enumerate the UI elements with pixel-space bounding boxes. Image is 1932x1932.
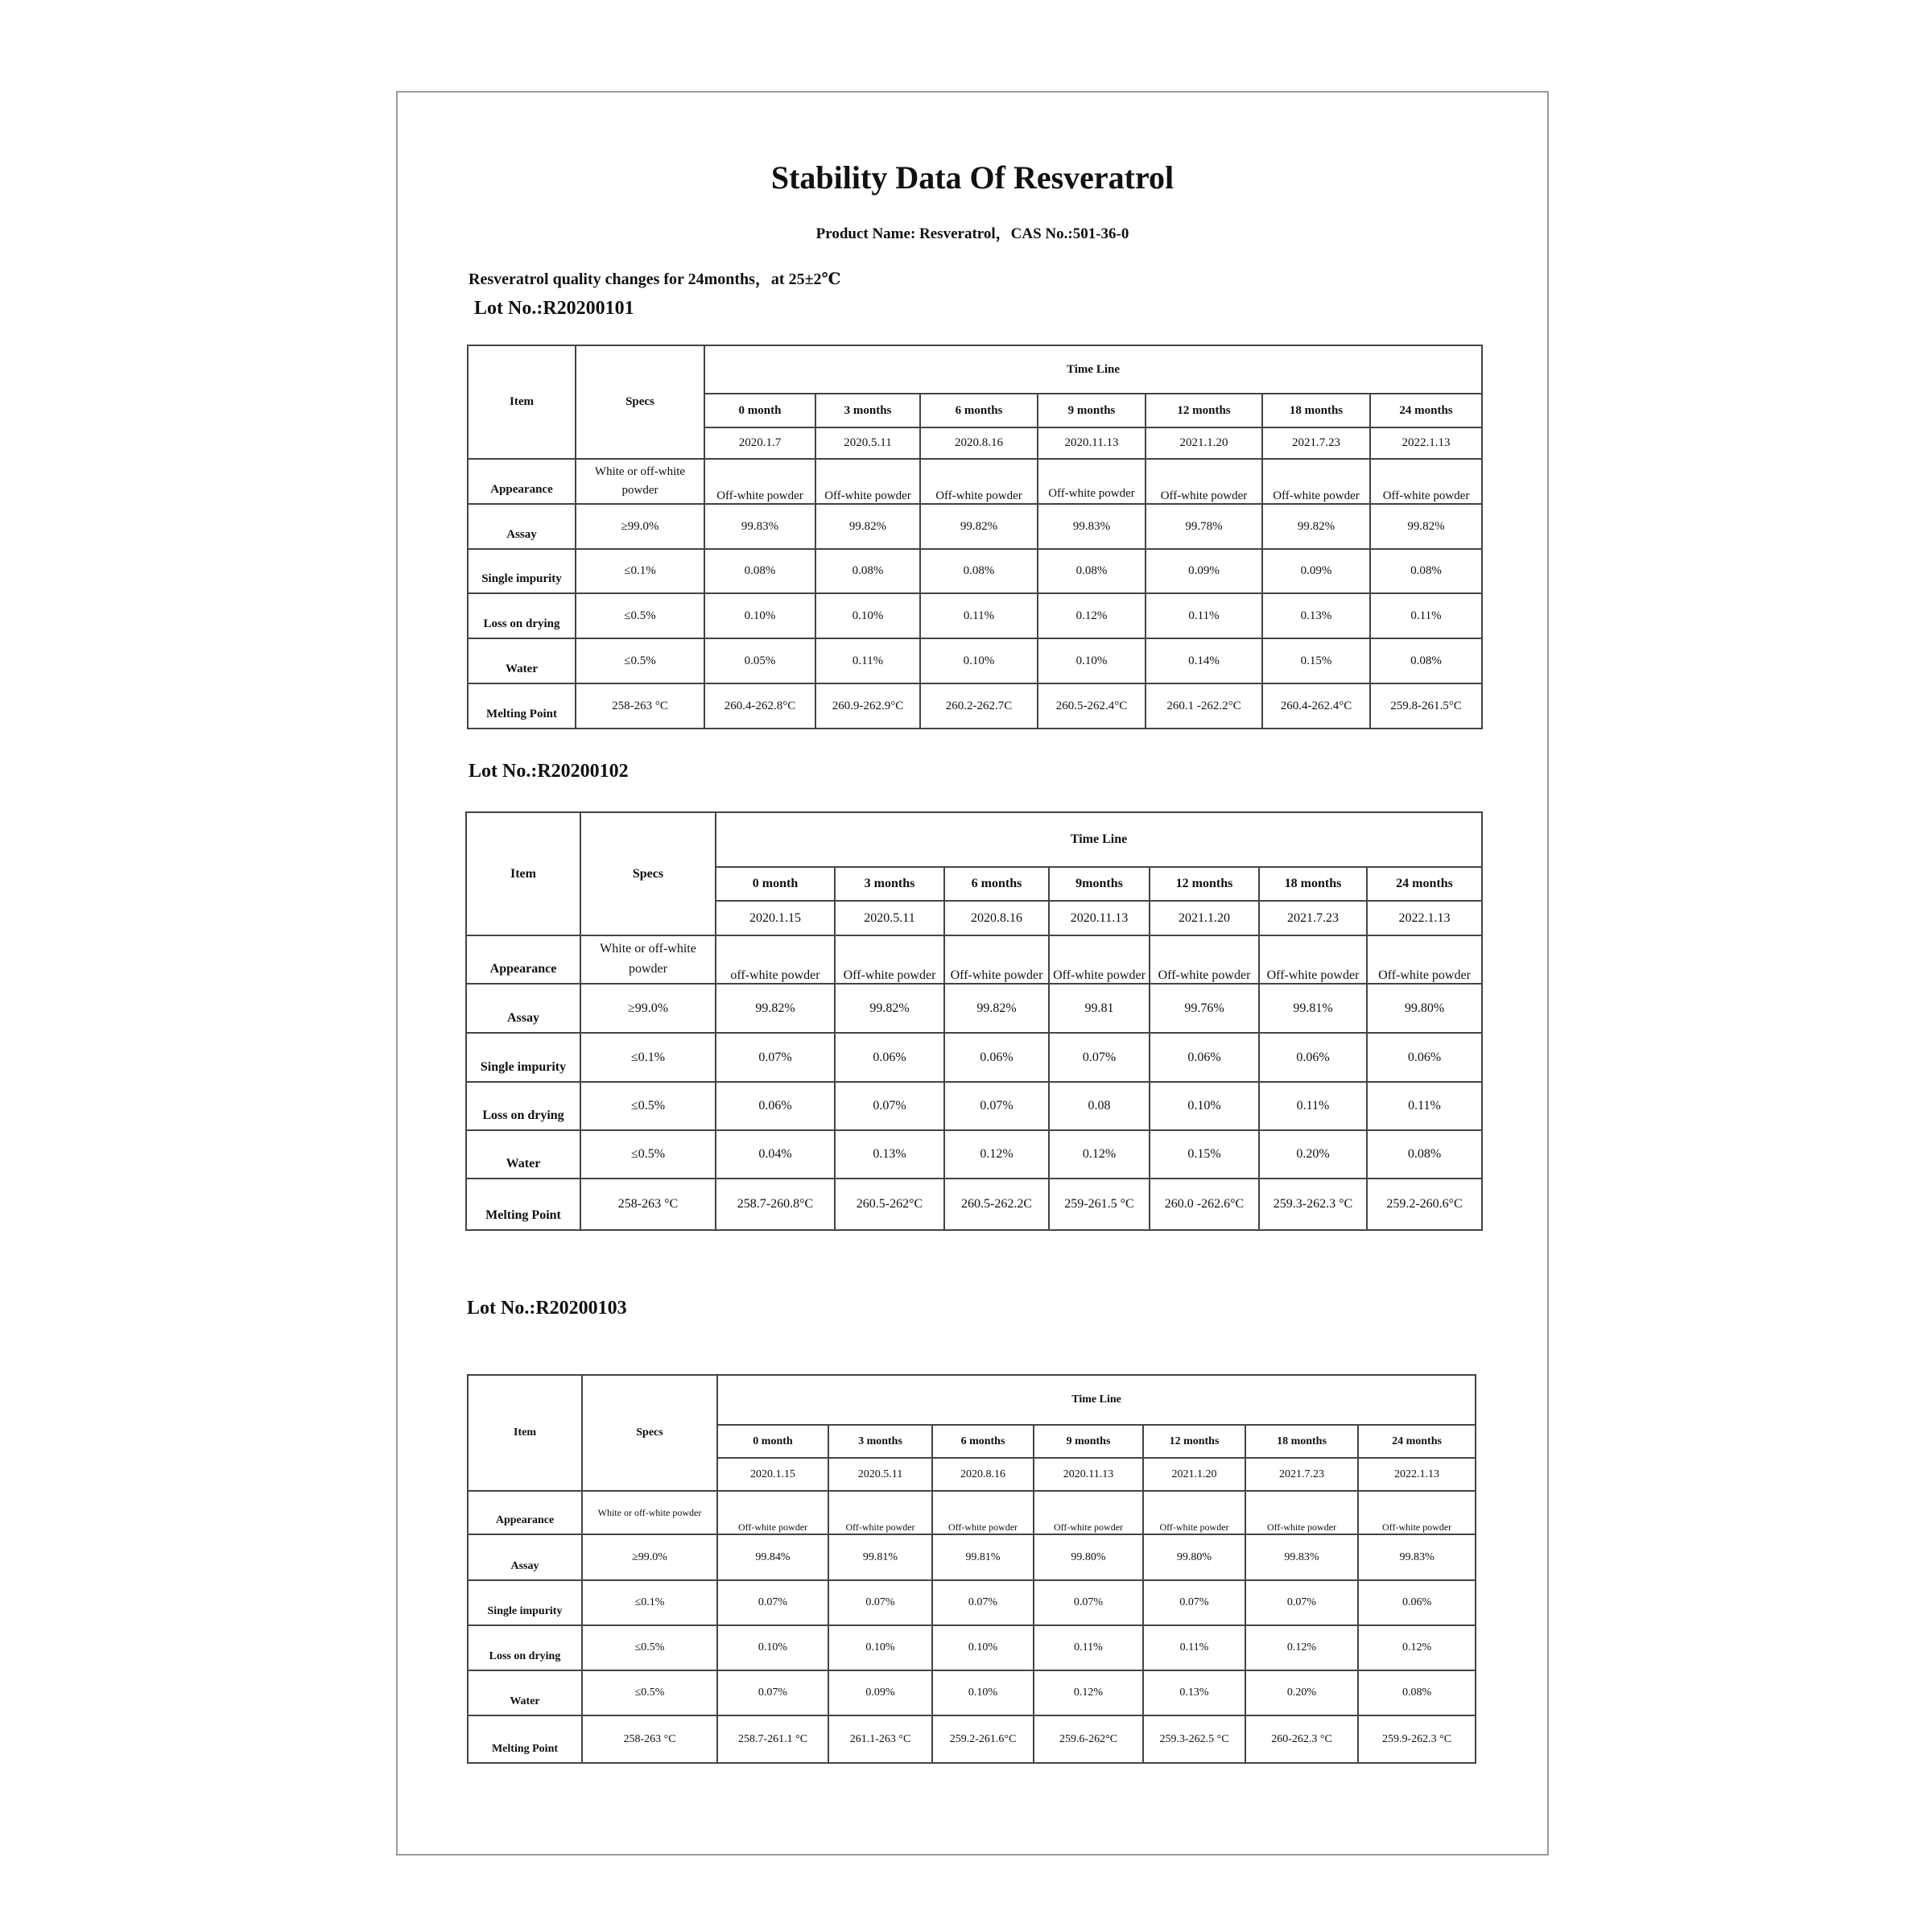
- row-item-name: Appearance: [468, 1491, 582, 1534]
- row-value: Off-white powder: [1038, 459, 1146, 504]
- row-value: 0.07%: [1245, 1580, 1358, 1625]
- table-row: [468, 549, 1482, 593]
- row-value: 0.15%: [1150, 1130, 1259, 1179]
- study-description: Resveratrol quality changes for 24months，at 25±2℃: [469, 270, 841, 288]
- header-date: 2020.11.13: [1034, 1458, 1143, 1491]
- row-item-name: Melting Point: [468, 683, 576, 729]
- row-value: 0.07%: [716, 1033, 835, 1082]
- row-value: 0.20%: [1245, 1670, 1358, 1715]
- row-value: 0.12%: [1038, 593, 1146, 638]
- row-value: Off-white powder: [835, 935, 944, 984]
- row-value: 99.82%: [944, 984, 1049, 1033]
- table-row: [468, 459, 1482, 504]
- row-value: 0.08%: [1358, 1670, 1476, 1715]
- row-item-name: Melting Point: [466, 1179, 580, 1230]
- row-item-name: Single impurity: [468, 1580, 582, 1625]
- row-spec: ≤0.5%: [576, 593, 704, 638]
- row-spec: White or off-white powder: [582, 1491, 717, 1534]
- row-item-name: Water: [468, 1670, 582, 1715]
- row-value: 99.83%: [1245, 1534, 1358, 1580]
- header-month: 3 months: [828, 1425, 932, 1458]
- row-item-name: Assay: [468, 1534, 582, 1580]
- header-date: 2020.8.16: [944, 901, 1049, 935]
- row-item-name: Loss on drying: [468, 1625, 582, 1670]
- row-value: 0.08%: [815, 549, 920, 593]
- header-month: 0 month: [704, 394, 815, 427]
- row-value: Off-white powder: [1367, 935, 1482, 984]
- row-value: Off-white powder: [1358, 1491, 1476, 1534]
- header-date: 2020.1.15: [716, 901, 835, 935]
- row-item-name: Water: [466, 1130, 580, 1179]
- header-month: 3 months: [835, 867, 944, 901]
- row-item-name: Single impurity: [468, 549, 576, 593]
- table-row: [468, 638, 1482, 683]
- row-value: 0.07%: [932, 1580, 1034, 1625]
- table-row: [466, 1130, 1482, 1179]
- header-month: 0 month: [716, 867, 835, 901]
- header-month: 24 months: [1358, 1425, 1476, 1458]
- header-month: 6 months: [944, 867, 1049, 901]
- header-item: Item: [466, 812, 580, 935]
- row-value: 0.06%: [1150, 1033, 1259, 1082]
- row-value: 0.06%: [835, 1033, 944, 1082]
- row-value: 0.12%: [1034, 1670, 1143, 1715]
- header-month: 9 months: [1034, 1425, 1143, 1458]
- row-value: 0.10%: [932, 1670, 1034, 1715]
- row-value: 260.5-262.2C: [944, 1179, 1049, 1230]
- row-value: 261.1-263 °C: [828, 1715, 932, 1763]
- row-value: 0.07%: [1143, 1580, 1245, 1625]
- row-value: 259.3-262.5 °C: [1143, 1715, 1245, 1763]
- header-month: 18 months: [1245, 1425, 1358, 1458]
- row-value: 259.9-262.3 °C: [1358, 1715, 1476, 1763]
- row-value: 0.08%: [704, 549, 815, 593]
- stability-table-lot-3: [467, 1374, 1476, 1764]
- row-value: 0.08%: [1038, 549, 1146, 593]
- table-row: [468, 593, 1482, 638]
- row-spec: ≤0.1%: [582, 1580, 717, 1625]
- table-row: [468, 1580, 1476, 1625]
- row-value: 0.10%: [815, 593, 920, 638]
- row-value: 99.80%: [1034, 1534, 1143, 1580]
- row-spec: ≤0.5%: [580, 1130, 716, 1179]
- row-value: 0.08%: [920, 549, 1038, 593]
- row-value: 259-261.5 °C: [1049, 1179, 1150, 1230]
- header-timeline: Time Line: [717, 1375, 1476, 1425]
- row-value: 258.7-260.8°C: [716, 1179, 835, 1230]
- header-date: 2022.1.13: [1358, 1458, 1476, 1491]
- row-spec: ≥99.0%: [582, 1534, 717, 1580]
- header-month: 12 months: [1146, 394, 1262, 427]
- header-date: 2021.1.20: [1150, 901, 1259, 935]
- row-value: Off-white powder: [1146, 459, 1262, 504]
- row-value: Off-white powder: [932, 1491, 1034, 1534]
- table-row: [468, 1534, 1476, 1580]
- header-date: 2020.8.16: [932, 1458, 1034, 1491]
- row-spec: White or off-white powder: [580, 935, 716, 984]
- row-value: 0.09%: [1146, 549, 1262, 593]
- header-date: 2020.11.13: [1038, 427, 1146, 459]
- row-value: 0.11%: [1143, 1625, 1245, 1670]
- row-value: 99.76%: [1150, 984, 1259, 1033]
- row-value: 0.07%: [944, 1082, 1049, 1130]
- row-value: 259.2-260.6°C: [1367, 1179, 1482, 1230]
- row-value: 259.2-261.6°C: [932, 1715, 1034, 1763]
- row-value: 259.3-262.3 °C: [1259, 1179, 1367, 1230]
- row-value: 0.06%: [1259, 1033, 1367, 1082]
- header-date: 2020.1.15: [717, 1458, 828, 1491]
- row-value: 0.10%: [828, 1625, 932, 1670]
- row-value: 0.08%: [1370, 638, 1482, 683]
- row-value: 0.07%: [1049, 1033, 1150, 1082]
- row-value: Off-white powder: [1049, 935, 1150, 984]
- header-month: 12 months: [1150, 867, 1259, 901]
- row-value: 0.08: [1049, 1082, 1150, 1130]
- row-value: 0.07%: [835, 1082, 944, 1130]
- lot-label-3: Lot No.:R20200103: [467, 1298, 627, 1319]
- table-row: [468, 1670, 1476, 1715]
- row-value: 0.11%: [815, 638, 920, 683]
- row-value: 260.5-262.4°C: [1038, 683, 1146, 729]
- row-spec: ≤0.5%: [580, 1082, 716, 1130]
- row-spec: White or off-white powder: [576, 459, 704, 504]
- row-value: 0.20%: [1259, 1130, 1367, 1179]
- page-title: Stability Data Of Resveratrol: [770, 159, 1174, 196]
- table-row: [468, 1625, 1476, 1670]
- row-item-name: Loss on drying: [468, 593, 576, 638]
- row-spec: 258-263 °C: [576, 683, 704, 729]
- row-spec: ≥99.0%: [580, 984, 716, 1033]
- row-value: Off-white powder: [920, 459, 1038, 504]
- row-value: 0.07%: [717, 1580, 828, 1625]
- row-item-name: Appearance: [466, 935, 580, 984]
- row-value: 0.06%: [1367, 1033, 1482, 1082]
- header-date: 2020.1.7: [704, 427, 815, 459]
- row-value: 0.09%: [828, 1670, 932, 1715]
- row-value: 0.12%: [1358, 1625, 1476, 1670]
- lot-label-1: Lot No.:R20200101: [474, 298, 634, 319]
- header-date: 2020.8.16: [920, 427, 1038, 459]
- row-value: 99.80%: [1367, 984, 1482, 1033]
- row-value: 99.82%: [716, 984, 835, 1033]
- row-value: 99.83%: [1038, 504, 1146, 549]
- row-spec: ≤0.1%: [576, 549, 704, 593]
- row-value: 0.04%: [716, 1130, 835, 1179]
- row-value: 0.05%: [704, 638, 815, 683]
- row-spec: ≤0.5%: [576, 638, 704, 683]
- header-month: 24 months: [1367, 867, 1482, 901]
- row-value: 0.10%: [932, 1625, 1034, 1670]
- row-value: 99.82%: [920, 504, 1038, 549]
- row-value: Off-white powder: [1370, 459, 1482, 504]
- row-value: 99.81%: [1259, 984, 1367, 1033]
- row-value: 0.11%: [1370, 593, 1482, 638]
- row-value: Off-white powder: [1245, 1491, 1358, 1534]
- header-month: 9months: [1049, 867, 1150, 901]
- row-value: 0.11%: [920, 593, 1038, 638]
- row-value: 259.8-261.5°C: [1370, 683, 1482, 729]
- row-value: off-white powder: [716, 935, 835, 984]
- row-value: 0.10%: [704, 593, 815, 638]
- row-value: 99.81%: [828, 1534, 932, 1580]
- row-value: 99.82%: [1262, 504, 1370, 549]
- header-month: 18 months: [1259, 867, 1367, 901]
- row-value: 260.1 -262.2°C: [1146, 683, 1262, 729]
- row-spec: ≤0.5%: [582, 1625, 717, 1670]
- row-spec: ≤0.5%: [582, 1670, 717, 1715]
- header-date: 2020.5.11: [828, 1458, 932, 1491]
- header-month: 0 month: [717, 1425, 828, 1458]
- row-item-name: Loss on drying: [466, 1082, 580, 1130]
- row-value: 0.07%: [828, 1580, 932, 1625]
- row-value: 0.15%: [1262, 638, 1370, 683]
- row-value: Off-white powder: [1143, 1491, 1245, 1534]
- product-subtitle: Product Name: Resveratrol，CAS No.:501-36-0: [815, 225, 1129, 242]
- row-value: 0.13%: [1143, 1670, 1245, 1715]
- row-value: 0.10%: [920, 638, 1038, 683]
- row-value: 99.83%: [704, 504, 815, 549]
- row-item-name: Appearance: [468, 459, 576, 504]
- row-value: 0.09%: [1262, 549, 1370, 593]
- row-value: Off-white powder: [815, 459, 920, 504]
- row-value: Off-white powder: [944, 935, 1049, 984]
- header-date: 2021.7.23: [1245, 1458, 1358, 1491]
- row-value: Off-white powder: [1262, 459, 1370, 504]
- row-value: 259.6-262°C: [1034, 1715, 1143, 1763]
- row-value: 99.84%: [717, 1534, 828, 1580]
- row-spec: ≥99.0%: [576, 504, 704, 549]
- table-row: [468, 504, 1482, 549]
- table-row: [468, 1491, 1476, 1534]
- stability-table-lot-1: [467, 345, 1483, 729]
- row-value: Off-white powder: [704, 459, 815, 504]
- lot-label-2: Lot No.:R20200102: [469, 761, 629, 782]
- row-value: 0.08%: [1367, 1130, 1482, 1179]
- row-value: Off-white powder: [1259, 935, 1367, 984]
- header-date: 2020.11.13: [1049, 901, 1150, 935]
- header-specs: Specs: [582, 1375, 717, 1491]
- table-row: [466, 984, 1482, 1033]
- header-item: Item: [468, 345, 576, 459]
- header-timeline: Time Line: [704, 345, 1482, 394]
- table-row: [466, 1033, 1482, 1082]
- row-value: 260.9-262.9°C: [815, 683, 920, 729]
- row-value: 0.12%: [944, 1130, 1049, 1179]
- row-value: 99.78%: [1146, 504, 1262, 549]
- row-value: 0.10%: [717, 1625, 828, 1670]
- row-value: 0.10%: [1150, 1082, 1259, 1130]
- header-date: 2020.5.11: [835, 901, 944, 935]
- row-value: 0.08%: [1370, 549, 1482, 593]
- row-item-name: Single impurity: [466, 1033, 580, 1082]
- table-row: [466, 935, 1482, 984]
- row-value: 258.7-261.1 °C: [717, 1715, 828, 1763]
- header-month: 24 months: [1370, 394, 1482, 427]
- row-value: Off-white powder: [1150, 935, 1259, 984]
- row-value: 99.82%: [815, 504, 920, 549]
- row-value: 0.13%: [1262, 593, 1370, 638]
- header-specs: Specs: [580, 812, 716, 935]
- row-value: 0.10%: [1038, 638, 1146, 683]
- row-value: 260.4-262.8°C: [704, 683, 815, 729]
- header-date: 2021.7.23: [1262, 427, 1370, 459]
- row-value: 99.81%: [932, 1534, 1034, 1580]
- row-value: 260-262.3 °C: [1245, 1715, 1358, 1763]
- header-specs: Specs: [576, 345, 704, 459]
- header-date: 2022.1.13: [1367, 901, 1482, 935]
- header-month: 12 months: [1143, 1425, 1245, 1458]
- row-item-name: Assay: [468, 504, 576, 549]
- row-value: 0.06%: [1358, 1580, 1476, 1625]
- header-date: 2021.1.20: [1146, 427, 1262, 459]
- header-date: 2022.1.13: [1370, 427, 1482, 459]
- header-month: 9 months: [1038, 394, 1146, 427]
- row-item-name: Water: [468, 638, 576, 683]
- row-value: 0.07%: [1034, 1580, 1143, 1625]
- row-value: 0.12%: [1049, 1130, 1150, 1179]
- header-month: 6 months: [932, 1425, 1034, 1458]
- header-date: 2021.1.20: [1143, 1458, 1245, 1491]
- row-value: 260.5-262°C: [835, 1179, 944, 1230]
- header-month: 18 months: [1262, 394, 1370, 427]
- row-value: 99.80%: [1143, 1534, 1245, 1580]
- row-value: Off-white powder: [828, 1491, 932, 1534]
- row-value: 0.11%: [1367, 1082, 1482, 1130]
- table-row: [468, 683, 1482, 729]
- table-row: [468, 1715, 1476, 1763]
- header-timeline: Time Line: [716, 812, 1482, 867]
- header-date: 2021.7.23: [1259, 901, 1367, 935]
- row-value: Off-white powder: [1034, 1491, 1143, 1534]
- row-value: 0.13%: [835, 1130, 944, 1179]
- header-item: Item: [468, 1375, 582, 1491]
- header-month: 3 months: [815, 394, 920, 427]
- row-item-name: Assay: [466, 984, 580, 1033]
- row-value: 0.14%: [1146, 638, 1262, 683]
- row-value: 0.11%: [1034, 1625, 1143, 1670]
- row-value: 99.82%: [1370, 504, 1482, 549]
- row-item-name: Melting Point: [468, 1715, 582, 1763]
- row-value: 0.12%: [1245, 1625, 1358, 1670]
- row-value: 260.4-262.4°C: [1262, 683, 1370, 729]
- row-value: 260.2-262.7C: [920, 683, 1038, 729]
- table-row: [466, 1179, 1482, 1230]
- row-spec: ≤0.1%: [580, 1033, 716, 1082]
- header-date: 2020.5.11: [815, 427, 920, 459]
- row-value: 99.82%: [835, 984, 944, 1033]
- header-month: 6 months: [920, 394, 1038, 427]
- row-value: 99.83%: [1358, 1534, 1476, 1580]
- table-row: [466, 1082, 1482, 1130]
- row-value: 0.06%: [944, 1033, 1049, 1082]
- row-value: Off-white powder: [717, 1491, 828, 1534]
- row-spec: 258-263 °C: [580, 1179, 716, 1230]
- row-value: 0.07%: [717, 1670, 828, 1715]
- row-value: 0.11%: [1259, 1082, 1367, 1130]
- stability-table-lot-2: [465, 811, 1483, 1231]
- row-value: 99.81: [1049, 984, 1150, 1033]
- row-value: 0.11%: [1146, 593, 1262, 638]
- row-spec: 258-263 °C: [582, 1715, 717, 1763]
- row-value: 260.0 -262.6°C: [1150, 1179, 1259, 1230]
- document-page: [396, 91, 1549, 1856]
- row-value: 0.06%: [716, 1082, 835, 1130]
